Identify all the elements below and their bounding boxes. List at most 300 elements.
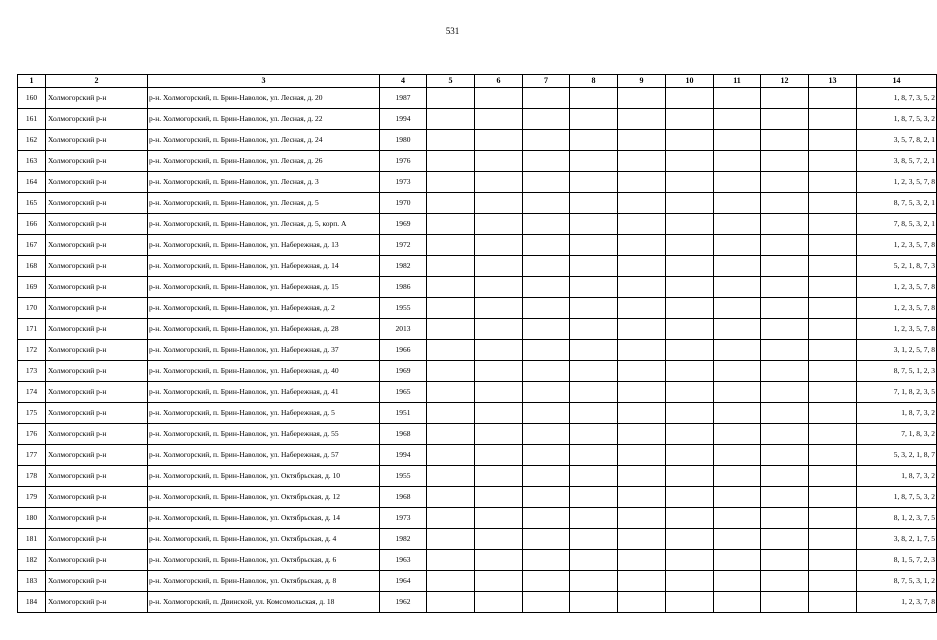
empty-cell-col-11 <box>714 466 761 487</box>
empty-cell-col-12 <box>761 109 809 130</box>
empty-cell-col-11 <box>714 487 761 508</box>
empty-cell-col-11 <box>714 319 761 340</box>
empty-cell-col-9 <box>618 382 666 403</box>
codes-cell: 1, 8, 7, 5, 3, 2 <box>857 487 937 508</box>
empty-cell-col-9 <box>618 109 666 130</box>
district-cell: Холмогорский р-н <box>46 340 148 361</box>
table-row <box>18 571 937 592</box>
codes-cell: 1, 2, 3, 7, 8 <box>857 592 937 613</box>
codes-cell: 3, 5, 7, 8, 2, 1 <box>857 130 937 151</box>
address-cell: р-н. Холмогорский, п. Брин-Наволок, ул. Набережная, д. 5 <box>148 403 380 424</box>
district-cell: Холмогорский р-н <box>46 319 148 340</box>
empty-cell-col-12 <box>761 298 809 319</box>
empty-cell-col-10 <box>666 319 714 340</box>
empty-cell-col-6 <box>475 277 523 298</box>
row-number-cell: 174 <box>18 382 46 403</box>
empty-cell-col-12 <box>761 151 809 172</box>
empty-cell-col-10 <box>666 130 714 151</box>
district-cell: Холмогорский р-н <box>46 130 148 151</box>
district-cell: Холмогорский р-н <box>46 487 148 508</box>
column-header-5: 5 <box>427 75 475 88</box>
empty-cell-col-7 <box>523 445 570 466</box>
table-row <box>18 529 937 550</box>
row-number-cell: 173 <box>18 361 46 382</box>
row-number-cell: 178 <box>18 466 46 487</box>
empty-cell-col-7 <box>523 487 570 508</box>
empty-cell-col-8 <box>570 109 618 130</box>
empty-cell-col-5 <box>427 319 475 340</box>
address-cell: р-н. Холмогорский, п. Брин-Наволок, ул. Лесная, д. 20 <box>148 88 380 109</box>
empty-cell-col-9 <box>618 277 666 298</box>
empty-cell-col-6 <box>475 592 523 613</box>
table-row <box>18 214 937 235</box>
empty-cell-col-10 <box>666 214 714 235</box>
empty-cell-col-11 <box>714 109 761 130</box>
empty-cell-col-9 <box>618 151 666 172</box>
empty-cell-col-6 <box>475 361 523 382</box>
year-cell: 1969 <box>380 214 427 235</box>
empty-cell-col-5 <box>427 130 475 151</box>
empty-cell-col-10 <box>666 88 714 109</box>
empty-cell-col-13 <box>809 172 857 193</box>
empty-cell-col-7 <box>523 592 570 613</box>
table-row <box>18 298 937 319</box>
year-cell: 1972 <box>380 235 427 256</box>
codes-cell: 7, 1, 8, 3, 2 <box>857 424 937 445</box>
table-row <box>18 424 937 445</box>
empty-cell-col-10 <box>666 235 714 256</box>
empty-cell-col-11 <box>714 172 761 193</box>
address-cell: р-н. Холмогорский, п. Брин-Наволок, ул. Набережная, д. 28 <box>148 319 380 340</box>
empty-cell-col-6 <box>475 382 523 403</box>
address-cell: р-н. Холмогорский, п. Брин-Наволок, ул. Набережная, д. 41 <box>148 382 380 403</box>
empty-cell-col-10 <box>666 361 714 382</box>
year-cell: 1973 <box>380 508 427 529</box>
table-row <box>18 382 937 403</box>
district-cell: Холмогорский р-н <box>46 298 148 319</box>
table-row <box>18 466 937 487</box>
table-row <box>18 235 937 256</box>
address-cell: р-н. Холмогорский, п. Брин-Наволок, ул. Лесная, д. 22 <box>148 109 380 130</box>
column-header-10: 10 <box>666 75 714 88</box>
district-cell: Холмогорский р-н <box>46 445 148 466</box>
data-table <box>17 74 937 613</box>
year-cell: 1976 <box>380 151 427 172</box>
empty-cell-col-11 <box>714 298 761 319</box>
codes-cell: 7, 8, 5, 3, 2, 1 <box>857 214 937 235</box>
district-cell: Холмогорский р-н <box>46 151 148 172</box>
codes-cell: 5, 2, 1, 8, 7, 3 <box>857 256 937 277</box>
codes-cell: 1, 2, 3, 5, 7, 8 <box>857 277 937 298</box>
address-cell: р-н. Холмогорский, п. Брин-Наволок, ул. Октябрьская, д. 6 <box>148 550 380 571</box>
empty-cell-col-11 <box>714 403 761 424</box>
empty-cell-col-6 <box>475 130 523 151</box>
table-row <box>18 550 937 571</box>
column-header-8: 8 <box>570 75 618 88</box>
empty-cell-col-11 <box>714 256 761 277</box>
address-cell: р-н. Холмогорский, п. Брин-Наволок, ул. Октябрьская, д. 4 <box>148 529 380 550</box>
empty-cell-col-6 <box>475 298 523 319</box>
empty-cell-col-5 <box>427 466 475 487</box>
column-header-2: 2 <box>46 75 148 88</box>
empty-cell-col-10 <box>666 571 714 592</box>
empty-cell-col-6 <box>475 487 523 508</box>
table-row <box>18 403 937 424</box>
year-cell: 1994 <box>380 109 427 130</box>
row-number-cell: 181 <box>18 529 46 550</box>
table-row <box>18 319 937 340</box>
empty-cell-col-11 <box>714 340 761 361</box>
codes-cell: 1, 2, 3, 5, 7, 8 <box>857 172 937 193</box>
empty-cell-col-9 <box>618 172 666 193</box>
empty-cell-col-9 <box>618 445 666 466</box>
empty-cell-col-9 <box>618 256 666 277</box>
empty-cell-col-12 <box>761 571 809 592</box>
empty-cell-col-13 <box>809 403 857 424</box>
empty-cell-col-8 <box>570 193 618 214</box>
codes-cell: 8, 7, 5, 3, 1, 2 <box>857 571 937 592</box>
column-header-9: 9 <box>618 75 666 88</box>
codes-cell: 3, 8, 5, 7, 2, 1 <box>857 151 937 172</box>
district-cell: Холмогорский р-н <box>46 193 148 214</box>
empty-cell-col-9 <box>618 235 666 256</box>
empty-cell-col-10 <box>666 340 714 361</box>
address-cell: р-н. Холмогорский, п. Брин-Наволок, ул. Октябрьская, д. 12 <box>148 487 380 508</box>
empty-cell-col-5 <box>427 298 475 319</box>
address-cell: р-н. Холмогорский, п. Брин-Наволок, ул. Октябрьская, д. 14 <box>148 508 380 529</box>
codes-cell: 8, 1, 2, 3, 7, 5 <box>857 508 937 529</box>
empty-cell-col-8 <box>570 88 618 109</box>
district-cell: Холмогорский р-н <box>46 277 148 298</box>
empty-cell-col-11 <box>714 151 761 172</box>
empty-cell-col-11 <box>714 361 761 382</box>
empty-cell-col-8 <box>570 445 618 466</box>
empty-cell-col-10 <box>666 424 714 445</box>
empty-cell-col-11 <box>714 571 761 592</box>
table-row <box>18 88 937 109</box>
empty-cell-col-6 <box>475 109 523 130</box>
district-cell: Холмогорский р-н <box>46 592 148 613</box>
address-cell: р-н. Холмогорский, п. Брин-Наволок, ул. Лесная, д. 26 <box>148 151 380 172</box>
empty-cell-col-12 <box>761 403 809 424</box>
year-cell: 2013 <box>380 319 427 340</box>
empty-cell-col-12 <box>761 235 809 256</box>
empty-cell-col-12 <box>761 592 809 613</box>
empty-cell-col-10 <box>666 193 714 214</box>
empty-cell-col-8 <box>570 130 618 151</box>
empty-cell-col-5 <box>427 235 475 256</box>
row-number-cell: 162 <box>18 130 46 151</box>
address-cell: р-н. Холмогорский, п. Брин-Наволок, ул. Лесная, д. 3 <box>148 172 380 193</box>
year-cell: 1969 <box>380 361 427 382</box>
row-number-cell: 180 <box>18 508 46 529</box>
empty-cell-col-7 <box>523 361 570 382</box>
empty-cell-col-8 <box>570 319 618 340</box>
empty-cell-col-6 <box>475 424 523 445</box>
address-cell: р-н. Холмогорский, п. Брин-Наволок, ул. Набережная, д. 55 <box>148 424 380 445</box>
table-row <box>18 130 937 151</box>
empty-cell-col-6 <box>475 571 523 592</box>
row-number-cell: 171 <box>18 319 46 340</box>
empty-cell-col-13 <box>809 235 857 256</box>
table-row <box>18 172 937 193</box>
address-cell: р-н. Холмогорский, п. Брин-Наволок, ул. Лесная, д. 24 <box>148 130 380 151</box>
empty-cell-col-12 <box>761 529 809 550</box>
empty-cell-col-13 <box>809 445 857 466</box>
codes-cell: 1, 2, 3, 5, 7, 8 <box>857 319 937 340</box>
empty-cell-col-8 <box>570 277 618 298</box>
year-cell: 1986 <box>380 277 427 298</box>
empty-cell-col-8 <box>570 487 618 508</box>
empty-cell-col-5 <box>427 277 475 298</box>
year-cell: 1964 <box>380 571 427 592</box>
year-cell: 1982 <box>380 256 427 277</box>
empty-cell-col-13 <box>809 88 857 109</box>
empty-cell-col-12 <box>761 256 809 277</box>
empty-cell-col-11 <box>714 277 761 298</box>
empty-cell-col-13 <box>809 109 857 130</box>
empty-cell-col-13 <box>809 424 857 445</box>
empty-cell-col-8 <box>570 151 618 172</box>
empty-cell-col-9 <box>618 130 666 151</box>
empty-cell-col-5 <box>427 592 475 613</box>
table-row <box>18 508 937 529</box>
column-header-3: 3 <box>148 75 380 88</box>
empty-cell-col-11 <box>714 424 761 445</box>
empty-cell-col-9 <box>618 361 666 382</box>
empty-cell-col-5 <box>427 571 475 592</box>
address-cell: р-н. Холмогорский, п. Двинской, ул. Комсомольская, д. 18 <box>148 592 380 613</box>
empty-cell-col-9 <box>618 571 666 592</box>
empty-cell-col-7 <box>523 130 570 151</box>
empty-cell-col-12 <box>761 319 809 340</box>
empty-cell-col-7 <box>523 193 570 214</box>
empty-cell-col-8 <box>570 571 618 592</box>
codes-cell: 8, 7, 5, 1, 2, 3 <box>857 361 937 382</box>
empty-cell-col-10 <box>666 382 714 403</box>
year-cell: 1963 <box>380 550 427 571</box>
empty-cell-col-10 <box>666 109 714 130</box>
district-cell: Холмогорский р-н <box>46 550 148 571</box>
table-row <box>18 592 937 613</box>
empty-cell-col-8 <box>570 256 618 277</box>
empty-cell-col-13 <box>809 466 857 487</box>
empty-cell-col-5 <box>427 214 475 235</box>
table-row <box>18 109 937 130</box>
empty-cell-col-10 <box>666 529 714 550</box>
empty-cell-col-12 <box>761 382 809 403</box>
year-cell: 1962 <box>380 592 427 613</box>
empty-cell-col-9 <box>618 340 666 361</box>
empty-cell-col-7 <box>523 571 570 592</box>
address-cell: р-н. Холмогорский, п. Брин-Наволок, ул. Набережная, д. 40 <box>148 361 380 382</box>
codes-cell: 1, 8, 7, 3, 5, 2 <box>857 88 937 109</box>
table-row <box>18 256 937 277</box>
row-number-cell: 164 <box>18 172 46 193</box>
empty-cell-col-13 <box>809 130 857 151</box>
row-number-cell: 168 <box>18 256 46 277</box>
codes-cell: 8, 1, 5, 7, 2, 3 <box>857 550 937 571</box>
row-number-cell: 163 <box>18 151 46 172</box>
column-header-12: 12 <box>761 75 809 88</box>
district-cell: Холмогорский р-н <box>46 172 148 193</box>
empty-cell-col-6 <box>475 235 523 256</box>
year-cell: 1965 <box>380 382 427 403</box>
codes-cell: 1, 2, 3, 5, 7, 8 <box>857 298 937 319</box>
district-cell: Холмогорский р-н <box>46 109 148 130</box>
empty-cell-col-5 <box>427 256 475 277</box>
district-cell: Холмогорский р-н <box>46 88 148 109</box>
column-header-13: 13 <box>809 75 857 88</box>
empty-cell-col-6 <box>475 403 523 424</box>
column-header-11: 11 <box>714 75 761 88</box>
empty-cell-col-5 <box>427 382 475 403</box>
empty-cell-col-7 <box>523 382 570 403</box>
empty-cell-col-9 <box>618 550 666 571</box>
empty-cell-col-12 <box>761 130 809 151</box>
empty-cell-col-10 <box>666 403 714 424</box>
empty-cell-col-6 <box>475 508 523 529</box>
empty-cell-col-13 <box>809 256 857 277</box>
empty-cell-col-8 <box>570 298 618 319</box>
year-cell: 1968 <box>380 424 427 445</box>
empty-cell-col-13 <box>809 529 857 550</box>
empty-cell-col-6 <box>475 340 523 361</box>
empty-cell-col-13 <box>809 340 857 361</box>
empty-cell-col-7 <box>523 508 570 529</box>
empty-cell-col-13 <box>809 193 857 214</box>
row-number-cell: 179 <box>18 487 46 508</box>
codes-cell: 1, 8, 7, 3, 2 <box>857 466 937 487</box>
empty-cell-col-9 <box>618 466 666 487</box>
empty-cell-col-8 <box>570 550 618 571</box>
column-header-1: 1 <box>18 75 46 88</box>
empty-cell-col-13 <box>809 277 857 298</box>
empty-cell-col-7 <box>523 256 570 277</box>
table-row <box>18 340 937 361</box>
district-cell: Холмогорский р-н <box>46 403 148 424</box>
empty-cell-col-8 <box>570 403 618 424</box>
empty-cell-col-13 <box>809 550 857 571</box>
empty-cell-col-12 <box>761 508 809 529</box>
row-number-cell: 175 <box>18 403 46 424</box>
empty-cell-col-9 <box>618 592 666 613</box>
empty-cell-col-6 <box>475 550 523 571</box>
empty-cell-col-13 <box>809 214 857 235</box>
empty-cell-col-13 <box>809 382 857 403</box>
address-cell: р-н. Холмогорский, п. Брин-Наволок, ул. Набережная, д. 14 <box>148 256 380 277</box>
empty-cell-col-12 <box>761 340 809 361</box>
empty-cell-col-10 <box>666 172 714 193</box>
empty-cell-col-9 <box>618 403 666 424</box>
empty-cell-col-13 <box>809 487 857 508</box>
year-cell: 1994 <box>380 445 427 466</box>
empty-cell-col-8 <box>570 424 618 445</box>
year-cell: 1970 <box>380 193 427 214</box>
empty-cell-col-12 <box>761 277 809 298</box>
year-cell: 1955 <box>380 298 427 319</box>
empty-cell-col-8 <box>570 382 618 403</box>
address-cell: р-н. Холмогорский, п. Брин-Наволок, ул. Октябрьская, д. 8 <box>148 571 380 592</box>
address-cell: р-н. Холмогорский, п. Брин-Наволок, ул. Лесная, д. 5, корп. А <box>148 214 380 235</box>
empty-cell-col-10 <box>666 592 714 613</box>
row-number-cell: 166 <box>18 214 46 235</box>
address-cell: р-н. Холмогорский, п. Брин-Наволок, ул. Набережная, д. 2 <box>148 298 380 319</box>
table-row <box>18 445 937 466</box>
district-cell: Холмогорский р-н <box>46 508 148 529</box>
empty-cell-col-7 <box>523 466 570 487</box>
empty-cell-col-9 <box>618 88 666 109</box>
empty-cell-col-7 <box>523 319 570 340</box>
empty-cell-col-12 <box>761 550 809 571</box>
empty-cell-col-12 <box>761 466 809 487</box>
empty-cell-col-5 <box>427 361 475 382</box>
row-number-cell: 167 <box>18 235 46 256</box>
empty-cell-col-5 <box>427 172 475 193</box>
empty-cell-col-6 <box>475 151 523 172</box>
column-header-14: 14 <box>857 75 937 88</box>
year-cell: 1955 <box>380 466 427 487</box>
empty-cell-col-11 <box>714 193 761 214</box>
empty-cell-col-13 <box>809 592 857 613</box>
empty-cell-col-13 <box>809 361 857 382</box>
table-body <box>18 88 937 613</box>
empty-cell-col-7 <box>523 109 570 130</box>
empty-cell-col-7 <box>523 424 570 445</box>
address-cell: р-н. Холмогорский, п. Брин-Наволок, ул. Набережная, д. 15 <box>148 277 380 298</box>
empty-cell-col-7 <box>523 214 570 235</box>
empty-cell-col-10 <box>666 508 714 529</box>
row-number-cell: 176 <box>18 424 46 445</box>
empty-cell-col-8 <box>570 214 618 235</box>
empty-cell-col-6 <box>475 445 523 466</box>
empty-cell-col-13 <box>809 298 857 319</box>
district-cell: Холмогорский р-н <box>46 424 148 445</box>
district-cell: Холмогорский р-н <box>46 466 148 487</box>
empty-cell-col-11 <box>714 235 761 256</box>
empty-cell-col-5 <box>427 424 475 445</box>
codes-cell: 8, 7, 5, 3, 2, 1 <box>857 193 937 214</box>
empty-cell-col-5 <box>427 550 475 571</box>
empty-cell-col-10 <box>666 298 714 319</box>
empty-cell-col-5 <box>427 151 475 172</box>
empty-cell-col-7 <box>523 529 570 550</box>
address-cell: р-н. Холмогорский, п. Брин-Наволок, ул. Набережная, д. 13 <box>148 235 380 256</box>
empty-cell-col-8 <box>570 340 618 361</box>
empty-cell-col-11 <box>714 508 761 529</box>
district-cell: Холмогорский р-н <box>46 571 148 592</box>
year-cell: 1951 <box>380 403 427 424</box>
empty-cell-col-12 <box>761 172 809 193</box>
empty-cell-col-10 <box>666 277 714 298</box>
empty-cell-col-8 <box>570 235 618 256</box>
empty-cell-col-5 <box>427 340 475 361</box>
empty-cell-col-6 <box>475 88 523 109</box>
empty-cell-col-11 <box>714 382 761 403</box>
year-cell: 1968 <box>380 487 427 508</box>
empty-cell-col-7 <box>523 88 570 109</box>
empty-cell-col-5 <box>427 487 475 508</box>
column-header-7: 7 <box>523 75 570 88</box>
empty-cell-col-5 <box>427 529 475 550</box>
row-number-cell: 160 <box>18 88 46 109</box>
row-number-cell: 183 <box>18 571 46 592</box>
empty-cell-col-6 <box>475 214 523 235</box>
empty-cell-col-12 <box>761 445 809 466</box>
address-cell: р-н. Холмогорский, п. Брин-Наволок, ул. Лесная, д. 5 <box>148 193 380 214</box>
empty-cell-col-10 <box>666 550 714 571</box>
empty-cell-col-8 <box>570 508 618 529</box>
